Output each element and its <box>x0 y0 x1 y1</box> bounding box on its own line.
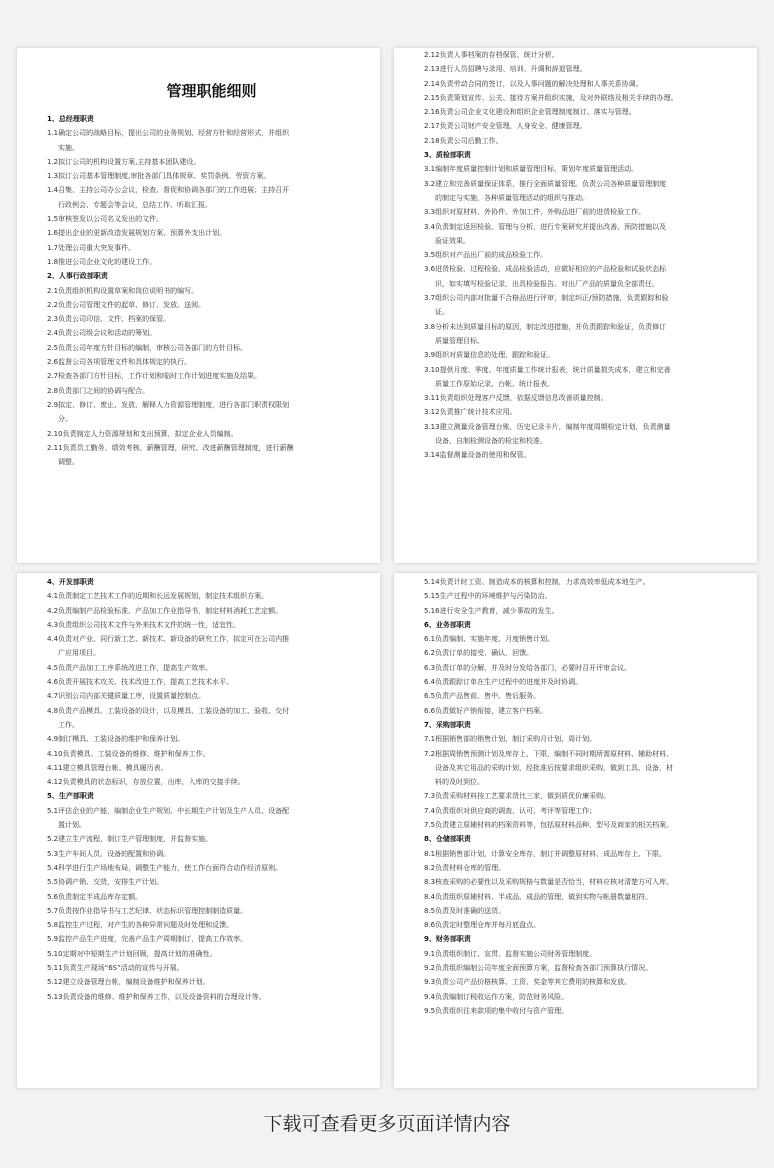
text-line: 3.8分析未达到质量目标的原因，制定改进措施，并负责跟踪和验证，负责修订 <box>424 322 667 331</box>
text-line: 2.3负责公司印信、文件、档案的保管。 <box>47 315 171 324</box>
text-line: 3.12负责推广统计技术应用。 <box>424 408 517 417</box>
text-line: 2.11负责员工勤务、绩效考核、薪酬管理，研究、改进薪酬管理制度，进行薪酬 <box>47 443 294 452</box>
text-line: 工作。 <box>58 720 79 729</box>
text-line: 3.2建立和完善质量保证体系，推行全面质量管理。负责公司各种质量管理制度 <box>424 179 667 188</box>
text-line: 4.2负责编制产品检验标准、产品加工作业指导书，制定材料消耗工艺定额。 <box>47 606 283 615</box>
text-line: 3.14监督测量设备的使用和保管。 <box>424 451 531 460</box>
text-line: 行政例会、专题会等会议，总结工作、听取汇报。 <box>58 200 212 209</box>
text-line: 置计划。 <box>58 821 86 830</box>
text-line: 2.1负责组织机构设置草案和岗位说明书的编写。 <box>47 286 199 295</box>
text-line: 5.9监控产品生产进度，完善产品生产周期制订，提高工作效率。 <box>47 935 248 944</box>
document-page-2 <box>394 48 757 563</box>
text-line: 4.8负责产品模具、工装设备的设计，以及模具、工装设备的加工、验收、交付 <box>47 706 290 715</box>
text-line: 5.3生产车间人员、设备的配置和协调。 <box>47 849 171 858</box>
page-text-lines <box>47 575 366 1004</box>
text-line: 7.3负责采购材料按工艺要求货比三家，做到质优价廉采购。 <box>424 792 611 801</box>
text-line: 5.10定期对中短期生产计划回顾，提高计划的准确性。 <box>47 949 217 958</box>
text-line: 6.6负责做好产销衔接，建立客户档案。 <box>424 706 548 715</box>
text-line: 2.14负责劳动合同的签订，以及人事问题的解决处理和人事关系协调。 <box>424 79 643 88</box>
section-heading: 7、采购部职责 <box>424 720 471 729</box>
text-line: 设备及其它用品的采购计划，经批准后按要求组织采购，做到工具、设备、材 <box>435 763 673 772</box>
text-line: 设备、自制检测设备的检定和校准。 <box>435 437 547 446</box>
text-line: 2.17负责公司财产安全管理，人身安全、健康管理。 <box>424 122 587 131</box>
text-line: 5.5协调产销、交货，安排生产计划。 <box>47 878 164 887</box>
text-line: 4.1负责制定工艺技术工作的近期和长远发展规划，制定技术组织方案。 <box>47 592 269 601</box>
document-page-3 <box>17 573 380 1088</box>
text-line: 5.1评估企业的产能，编制企业生产规划、中长期生产计划及生产人员、设备配 <box>47 806 290 815</box>
text-line: 质量管理目标。 <box>435 336 484 345</box>
text-line: 3.1编制年度质量控制计划和质量管理目标，策划年度质量管理活动。 <box>424 165 639 174</box>
download-more-prompt[interactable]: 下载可查看更多页面详情内容 <box>263 1113 511 1135</box>
text-line: 2.9拟定、修订、废止、发放、解释人力资源管理制度，进行各部门职责权限划 <box>47 400 290 409</box>
text-line: 4.9制订模具、工装设备的维护和保养计划。 <box>47 735 185 744</box>
text-line: 5.13负责设备的维修、维护和保养工作，以及设备资料的合理设计等。 <box>47 992 266 1001</box>
text-line: 3.11负责组织处理客户反馈，依据反馈信息改善质量控制。 <box>424 394 608 403</box>
document-page-1 <box>17 48 380 563</box>
text-line: 5.14负责计时工资、制造成本的核算和控制，力求高效率低成本地生产。 <box>424 578 650 586</box>
text-line: 1.2拟订公司的机构设置方案,主持基本团队建设。 <box>47 157 201 166</box>
text-line: 4.5负责产品加工工序系统改进工作，提高生产效率。 <box>47 663 213 672</box>
text-line: 2.7检查各部门方针目标，工作计划和临时工作计划进度实施及结果。 <box>47 372 262 381</box>
page-text-lines <box>424 48 743 463</box>
section-heading: 4、开发部职责 <box>47 578 94 586</box>
text-line: 4.11建立模具管理台帐、模具履历表。 <box>47 763 168 772</box>
text-line: 分。 <box>58 415 72 424</box>
text-line: 8.1根据销售部计划，计算安全库存，制订并调整原材料、成品库存上、下限。 <box>424 849 667 858</box>
page-text-lines <box>47 112 366 469</box>
text-line: 5.12建立设备管理台帐，编制设备维护和保养计划。 <box>47 978 210 987</box>
text-line: 5.8监控生产过程，对产生的各种异常问题及时处理和反馈。 <box>47 921 234 930</box>
text-line: 证。 <box>435 308 449 317</box>
text-line: 2.6监督公司各项管理文件和具体规定的执行。 <box>47 358 192 367</box>
text-line: 8.6负责定时整理仓库并每月底盘点。 <box>424 921 541 930</box>
document-title: 管理职能细则 <box>166 82 257 100</box>
section-heading: 8、仓储部职责 <box>424 835 471 844</box>
text-line: 调整。 <box>58 458 79 467</box>
text-line: 2.18负责公司后勤工作。 <box>424 136 503 145</box>
text-line: 5.7负责按作业指导书与工艺纪律、状态标识管理控制制造质量。 <box>47 906 248 915</box>
text-line: 4.12负责模具的状态标识，存放位置，出库，入库的交接手续。 <box>47 778 245 787</box>
text-line: 4.4负责对产业、同行新工艺、新技术、新设备的研究工作，拟定可在公司内推 <box>47 635 290 644</box>
section-heading: 2、人事行政部职责 <box>47 272 108 281</box>
text-line: 8.4负责组织原辅材料、半成品、成品的管理，做到实物与帐册数量相符。 <box>424 892 653 901</box>
text-line: 3.7组织公司内部对批量不合格品进行评审，制定纠正/预防措施，负责跟踪和验 <box>424 294 669 303</box>
text-line: 5.16进行安全生产教育，减少事故的发生。 <box>424 606 559 615</box>
text-line: 3.5组织对产品出厂前的成品检验工作。 <box>424 251 548 260</box>
text-line: 1.1确定公司的战略目标，提出公司的业务规划、经营方针和经营形式，并组织 <box>47 129 290 138</box>
text-line: 8.2负责材料仓库的管理。 <box>424 863 506 872</box>
text-line: 6.2负责订单的接受、确认、回馈。 <box>424 649 534 658</box>
section-heading: 9、财务部职责 <box>424 935 471 944</box>
text-line: 9.3负责公司产品价格核算、工资、奖金等其它费用的核算和发放。 <box>424 978 632 987</box>
text-line: 1.3拟订公司基本管理制度,审批各部门具体规章、奖罚条例、劳资方案。 <box>47 172 271 181</box>
document-page-4 <box>394 573 757 1088</box>
text-line: 2.5负责公司年度方针目标的编制，审核公司各部门的方针目标。 <box>47 343 248 352</box>
text-line: 4.6负责开展技术攻关、技术改进工作，提高工艺技术水平。 <box>47 678 234 687</box>
text-line: 9.1负责组织制订、宣贯、监督实施公司财务管理制度。 <box>424 949 597 958</box>
text-line: 8.5负责及时准确的送货。 <box>424 906 506 915</box>
text-line: 3.6进货检验、过程检验、成品检验活动，应做好相应的产品检验和试验状态标 <box>424 265 667 274</box>
text-line: 2.8负责部门之间的协调与配合。 <box>47 386 150 395</box>
text-line: 5.6负责制定半成品库存定额。 <box>47 892 143 901</box>
text-line: 3.10提供月度、季度、年度质量工作统计报表，统计质量损失成本，建立和完善 <box>424 365 671 374</box>
text-line: 6.1负责编制、实施年度、月度销售计划。 <box>424 635 555 644</box>
text-line: 质量工作原始记录、台帐、统计报表。 <box>435 379 554 388</box>
text-line: 1.5审核签发以公司名义发出的文件。 <box>47 215 164 224</box>
text-line: 7.1根据销售部的销售计划，制订采购月计划、周计划。 <box>424 735 597 744</box>
text-line: 3.13建立测量设备管理台账，历史记录卡片，编制年度周期检定计划，负责测量 <box>424 422 671 431</box>
text-line: 5.4科学进行生产场地布局，调整生产能力，使工作台面符合动作经济原则。 <box>47 863 283 872</box>
text-line: 1.6提出企业的更新改造发展规划方案、预算外支出计划。 <box>47 229 227 238</box>
text-line: 广应用项目。 <box>58 649 100 658</box>
text-line: 5.11负责生产现场“6S”活动的宣传与开展。 <box>47 964 184 973</box>
text-line: 2.2负责公司管理文件的起草、修订、发放、送阅。 <box>47 300 206 309</box>
text-line: 1.4召集、主持公司办公会议，检查、督促和协调各部门的工作进展；主持召开 <box>47 186 290 195</box>
text-line: 4.10负责模具、工装设备的维修、维护和保养工作。 <box>47 749 210 758</box>
text-line: 3.3组织对原材料、外协件、外加工件，外购品进厂前的进货检验工作。 <box>424 208 646 217</box>
section-heading: 3、质检部职责 <box>424 151 471 160</box>
section-heading: 6、业务部职责 <box>424 620 471 629</box>
text-line: 2.16负责公司企业文化建设和组织企业管理制度制订、落实与管理。 <box>424 108 636 117</box>
text-line: 5.2建立生产流程，制订生产管理制度，并监督实施。 <box>47 835 213 844</box>
text-line: 7.2根据周销售预测计划及库存上，下限，编制不同时期所需原材料、辅助材料、 <box>424 749 674 758</box>
text-line: 4.7识别公司内部关键质量工序，设置质量控制点。 <box>47 692 206 701</box>
text-line: 2.4负责公司级会议和活动的筹划。 <box>47 329 157 338</box>
text-line: 6.3负责订单的分解，并及时分发给各部门，必要时召开评审会议。 <box>424 663 632 672</box>
text-line: 2.12负责人事档案的存档保管、统计分析。 <box>424 51 559 59</box>
text-line: 1.7处理公司重大突发事件。 <box>47 243 136 252</box>
text-line: 料的及时到位。 <box>435 778 484 787</box>
text-line: 9.2负责组织编制公司年度全面预算方案，监督检查各部门预算执行情况。 <box>424 964 653 973</box>
text-line: 9.4负责编制订税收运作方案，防范财务风险。 <box>424 992 569 1001</box>
text-line: 5.15生产过程中的环境维护与污染防治。 <box>424 592 552 601</box>
text-line: 6.4负责跟踪订单在生产过程中的进度并及时协调。 <box>424 678 583 687</box>
text-line: 6.5负责产品售前、售中、售后服务。 <box>424 692 541 701</box>
text-line: 2.15负责策划宣传、公关、接待方案并组织实施，及对外联络及相关手续的办理。 <box>424 93 678 102</box>
text-line: 8.3核查采购的必要性以及采购规格与数量是否恰当，材料应核对清楚方可入库。 <box>424 878 674 887</box>
text-line: 2.13进行人员招聘与录用、培训、升调和辞退管理。 <box>424 65 587 74</box>
text-line: 7.4负责组织对供应商的调查、认可、考评等管理工作； <box>424 806 597 815</box>
section-heading: 1、总经理职责 <box>47 115 94 123</box>
text-line: 1.8推进公司企业文化的建设工作。 <box>47 257 157 266</box>
text-line: 识，如实填写检验记录，出具检验报告。对出厂产品的质量负全部责任。 <box>435 279 659 288</box>
text-line: 4.3负责组织公司技术文件与外来技术文件的统一性，适宜性。 <box>47 620 241 629</box>
section-heading: 5、生产部职责 <box>47 792 94 801</box>
text-line: 9.5负责组织往来款项的集中收付与资产管理。 <box>424 1006 569 1015</box>
page-text-lines <box>424 575 743 1018</box>
text-line: 7.5负责建立原辅材料的档案资料等，包括原材料品种、型号及商家的相关档案。 <box>424 821 674 830</box>
text-line: 3.9组织对质量信息的处理、跟踪和验证。 <box>424 351 555 360</box>
text-line: 实施。 <box>58 143 79 152</box>
text-line: 2.10负责制定人力资源规划和支出预算，拟定企业人员编制。 <box>47 429 238 438</box>
text-line: 验证效果。 <box>435 236 470 245</box>
text-line: 的制定与实施，各种质量管理活动的组织与推动。 <box>435 193 589 202</box>
text-line: 3.4负责制定返回检验、管理与分析，进行专案研究并提出改善、预防措施以及 <box>424 222 667 231</box>
